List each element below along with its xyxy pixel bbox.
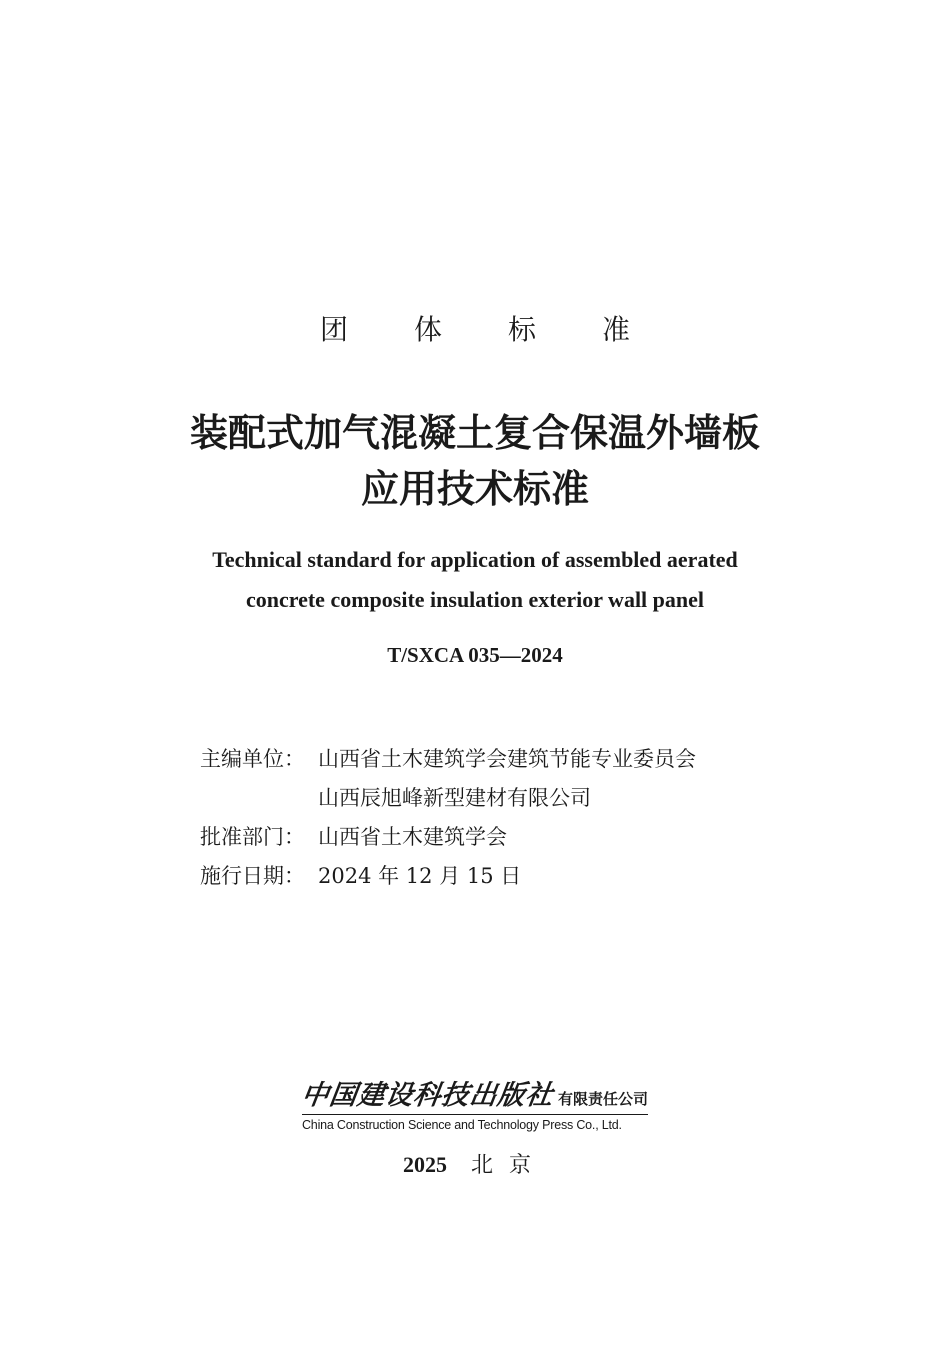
category-char: 体: [413, 313, 442, 346]
standard-code: T/SXCA 035—2024: [387, 643, 563, 667]
approver-label: 批准部门：: [200, 825, 305, 849]
english-title: [0, 540, 950, 620]
english-title-line-1: Technical standard for application of assembled aerated: [212, 547, 738, 572]
approver-value: 山西省土木建筑学会: [318, 825, 507, 849]
english-title-line-2: concrete composite insulation exterior wall panel: [245, 587, 705, 612]
publisher-name-suffix: 有限责任公司: [557, 1090, 648, 1108]
imprint-year: 2025: [402, 1152, 447, 1177]
publisher-name-calligraphy: 中国建设科技出版社: [299, 1080, 556, 1111]
effective-date-value: 2024 年 12 月 15 日: [318, 864, 522, 888]
effective-date-row: [200, 857, 696, 896]
chinese-title-line-1: 装配式加气混凝土复合保温外墙板: [189, 410, 760, 455]
category-char: 准: [602, 313, 631, 346]
imprint: [0, 1148, 950, 1179]
editor-unit-1: 山西省土木建筑学会建筑节能专业委员会: [318, 747, 696, 771]
editor-row-continued: [200, 779, 696, 818]
approver-row: [200, 818, 696, 857]
standard-category: [0, 308, 950, 348]
publisher-name-english: China Construction Science and Technology Press Co., Ltd.: [301, 1118, 622, 1132]
editor-row: [200, 740, 696, 779]
chinese-title: [0, 405, 950, 517]
chinese-title-line-2: 应用技术标准: [360, 466, 589, 511]
publisher-logo: [0, 1073, 950, 1133]
category-char: 团: [319, 313, 348, 346]
editor-unit-2: 山西辰旭峰新型建材有限公司: [318, 786, 591, 810]
category-char: 标: [508, 313, 537, 346]
effective-date-label: 施行日期：: [200, 864, 305, 888]
standard-info: [200, 740, 696, 896]
imprint-city: 北京: [470, 1153, 547, 1178]
editor-label: 主编单位：: [200, 747, 305, 771]
